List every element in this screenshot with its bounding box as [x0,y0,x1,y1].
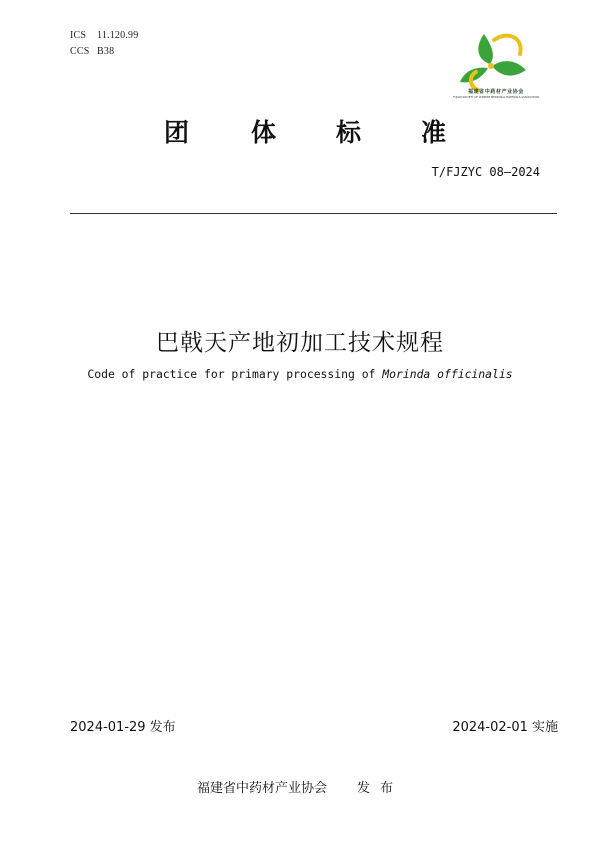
standard-type-heading [0,113,600,153]
header-divider [70,213,557,214]
standard-type-char: 标 [336,118,362,147]
ics-value: 11.120.99 [97,30,139,41]
standard-number: T/FJZYC 08—2024 [431,165,540,179]
title-english-prefix: Code of practice for primary processing of [87,367,383,381]
logo-org-name-en: FUJIAN SOCIETY OF CHINESE MEDICINAL MATERIALS ASSOCIATION [452,96,539,99]
title-chinese: 巴戟天产地初加工技术规程 [156,330,444,356]
title-english-species: Morinda officinalis [382,367,513,381]
publisher-name: 福建省中药材产业协会 [196,781,327,796]
ics-label: ICS [70,30,87,41]
ccs-value: B38 [97,46,115,57]
ics-classification [70,30,138,41]
standard-type-char: 体 [251,118,277,147]
standard-type-char: 准 [421,118,447,147]
ccs-classification [70,46,114,57]
publish-date: 2024-01-29 发布 [70,720,176,735]
standard-type-char: 团 [164,118,190,147]
title-english [0,367,600,381]
publisher-line [0,777,600,796]
logo-org-name: 福建省中药材产业协会 [467,89,524,95]
ccs-label: CCS [70,46,90,57]
publish-action: 发布 [357,781,404,796]
implement-date: 2024-02-01 实施 [452,720,558,735]
